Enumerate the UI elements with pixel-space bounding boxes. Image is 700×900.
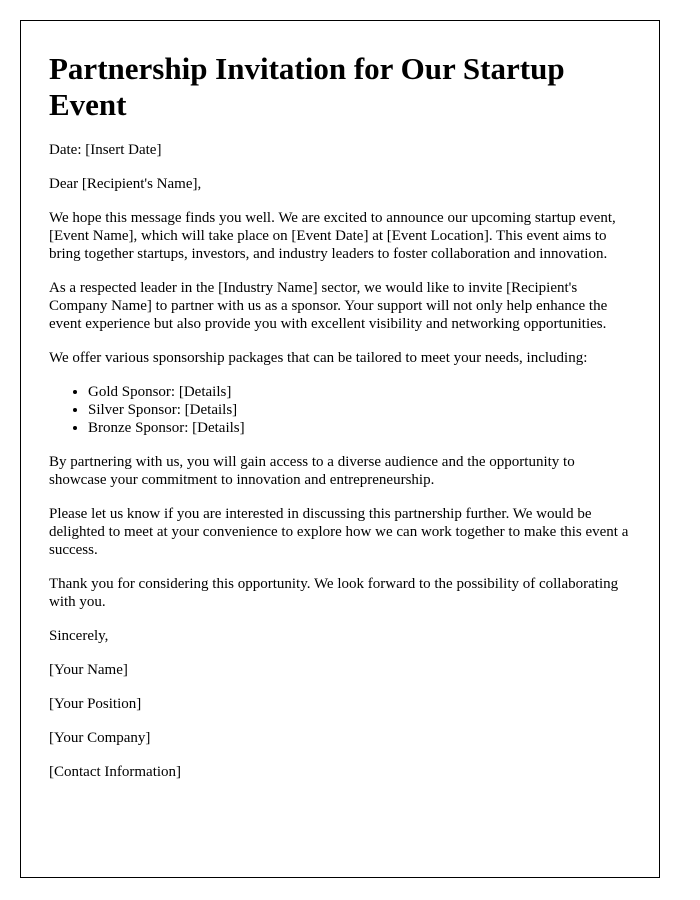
- letter-page: [20, 20, 660, 878]
- follow-up-paragraph: Please let us know if you are interested in discussing this partnership further. We would be delighted to meet at your convenience to explore how we can work together to make this event a success.: [49, 506, 629, 558]
- invitation-paragraph: As a respected leader in the [Industry Name] sector, we would like to invite [Recipient's Company Name] to partner with us as a sponsor. Your support will not only help enhance the event experience but also provide you with excellent visibility and networking opportunities.: [49, 280, 608, 332]
- benefits-paragraph: By partnering with us, you will gain access to a diverse audience and the opportunity to showcase your commitment to innovation and entrepreneurship.: [49, 454, 575, 488]
- sponsorship-package-list: [49, 383, 631, 437]
- signature-contact: [Contact Information]: [49, 764, 182, 780]
- signature-name: [Your Name]: [49, 662, 128, 678]
- package-gold: • Gold Sponsor: [Details]: [88, 383, 631, 401]
- signature-company: [Your Company]: [49, 730, 151, 746]
- package-silver: • Silver Sponsor: [Details]: [88, 401, 631, 419]
- signoff: Sincerely,: [49, 628, 109, 644]
- package-bronze: • Bronze Sponsor: [Details]: [88, 419, 631, 437]
- intro-paragraph: We hope this message finds you well. We are excited to announce our upcoming startup event, [Event Name], which will take place on [Event Date] at [Event Location]. This event aims to bring together startups, investors, and industry leaders to foster collaboration and innovation.: [49, 210, 616, 262]
- thanks-paragraph: Thank you for considering this opportunity. We look forward to the possibility of collaborating with you.: [49, 576, 619, 610]
- signature-position: [Your Position]: [49, 696, 142, 712]
- letter-title: Partnership Invitation for Our Startup Event: [49, 51, 565, 122]
- salutation: Dear [Recipient's Name],: [49, 176, 202, 192]
- packages-intro-paragraph: We offer various sponsorship packages that can be tailored to meet your needs, including:: [49, 350, 588, 366]
- date-line: Date: [Insert Date]: [49, 142, 162, 158]
